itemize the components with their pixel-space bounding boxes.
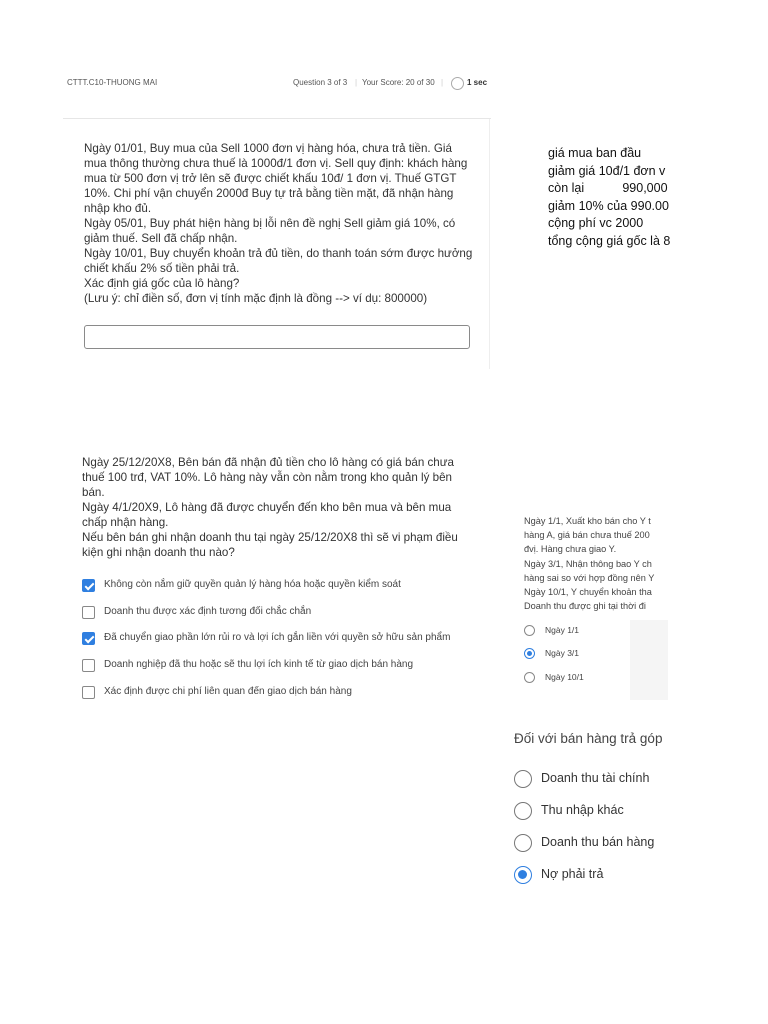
header-divider (63, 118, 491, 119)
checkbox-unchecked[interactable] (82, 659, 95, 672)
card-border (489, 119, 490, 369)
score-display: Your Score: 20 of 30 (362, 78, 435, 87)
option-label: Doanh thu tài chính (541, 771, 650, 785)
header-separator: | (355, 78, 358, 87)
note-line: giảm giá 10đ/1 đơn v (548, 163, 666, 178)
checkbox-unchecked[interactable] (82, 686, 95, 699)
radio-unselected[interactable] (514, 834, 532, 852)
note-line: tổng cộng giá gốc là 8 (548, 233, 671, 248)
question3-line: Doanh thu được ghi tại thời đi (524, 601, 646, 612)
note-line: giá mua ban đầu (548, 146, 642, 160)
radio-unselected[interactable] (514, 802, 532, 820)
question3-line: Ngày 10/1, Y chuyển khoản tha (524, 586, 652, 597)
option-label: Ngày 1/1 (545, 625, 580, 635)
radio-unselected[interactable] (514, 770, 532, 788)
option-label: Không còn nắm giữ quyền quản lý hàng hóa hoặc quyền kiểm soát (104, 579, 401, 590)
option-label: Thu nhập khác (541, 803, 624, 817)
option-label: Doanh thu bán hàng (541, 835, 655, 849)
note-line: cộng phí vc 2000 (548, 216, 644, 230)
question3-line: Ngày 1/1, Xuất kho bán cho Y t (524, 516, 651, 526)
answer-input[interactable] (84, 325, 470, 349)
option-label: Nợ phải trả (541, 867, 604, 881)
question3-line: Ngày 3/1, Nhận thông bao Y ch (524, 558, 652, 569)
question3-line: hàng A, giá bán chưa thuế 200 (524, 530, 650, 541)
course-name: CTTT.C10-THUONG MAI (67, 78, 158, 87)
question4-title: Đối với bán hàng trả góp (514, 731, 663, 746)
calculation-notes (548, 145, 768, 250)
option-label: Doanh nghiệp đã thu hoặc sẽ thu lợi ích kinh tế từ giao dịch bán hàng (104, 659, 414, 670)
question2-text: Ngày 25/12/20X8, Bên bán đã nhận đủ tiền cho lô hàng có giá bán chưa thuế 100 trđ, VAT 10%. Lô hàng này vẫn còn nằm trong kho quản lý bên bán. Ngày 4/1/20X9, Lô hàng đã được chuyển đến kho bên mua và bên mua chấp nhận hàng. Nếu bên bán ghi nhận doanh thu tại ngày 25/12/20X8 thì sẽ vi phạm điều kiện ghi nhận doanh thu nào? (82, 456, 458, 559)
checkbox-checked[interactable] (82, 579, 95, 592)
option-label: Đã chuyển giao phần lớn rủi ro và lợi ích gắn liền với quyền sở hữu sản phẩm (104, 632, 451, 643)
radio-unselected[interactable] (524, 672, 535, 683)
option-label: Xác định được chi phí liên quan đến giao dịch bán hàng (104, 686, 352, 697)
question3-text (524, 514, 668, 613)
checkbox-checked[interactable] (82, 632, 95, 645)
question3-line: đvị. Hàng chưa giao Y. (524, 544, 617, 555)
radio-selected[interactable] (514, 866, 532, 884)
note-line: giảm 10% của 990.00 (548, 198, 669, 213)
option-label: Ngày 10/1 (545, 672, 584, 682)
option-label: Doanh thu được xác định tương đối chắc chắn (104, 606, 312, 617)
question3-line: hàng sai so với hợp đồng nên Y (524, 572, 655, 583)
timer-value: 1 sec (467, 78, 488, 87)
note-line: còn lại 990,000 (548, 181, 668, 195)
option-panel-background (630, 620, 668, 700)
radio-selected[interactable] (524, 648, 535, 659)
header-separator: | (441, 78, 444, 87)
checkbox-unchecked[interactable] (82, 606, 95, 619)
timer-icon (451, 77, 464, 90)
question1-text: Ngày 01/01, Buy mua của Sell 1000 đơn vị hàng hóa, chưa trả tiền. Giá mua thông thường chưa thuế là 1000đ/1 đơn vị. Sell quy định: khách hàng mua từ 500 đơn vị trở lên sẽ được chiết khấu 10đ/ 1 đơn vị. Thuế GTGT 10%. Chi phí vận chuyển 2000đ Buy tự trả bằng tiền mặt, đã nhận hàng nhập kho đủ. Ngày 05/01, Buy phát hiện hàng bị lỗi nên đề nghị Sell giảm giá 10%, có giảm thuế. Sell đã chấp nhận. Ngày 10/01, Buy chuyển khoản trả đủ tiền, do thanh toán sớm được hưởng chiết khấu 2% số tiền phải trả. Xác định giá gốc của lô hàng? (Lưu ý: chỉ điền số, đơn vị tính mặc định là đồng --> ví dụ: 800000) (84, 142, 473, 305)
question-counter: Question 3 of 3 (293, 78, 348, 87)
radio-unselected[interactable] (524, 625, 535, 636)
option-label: Ngày 3/1 (545, 648, 580, 658)
